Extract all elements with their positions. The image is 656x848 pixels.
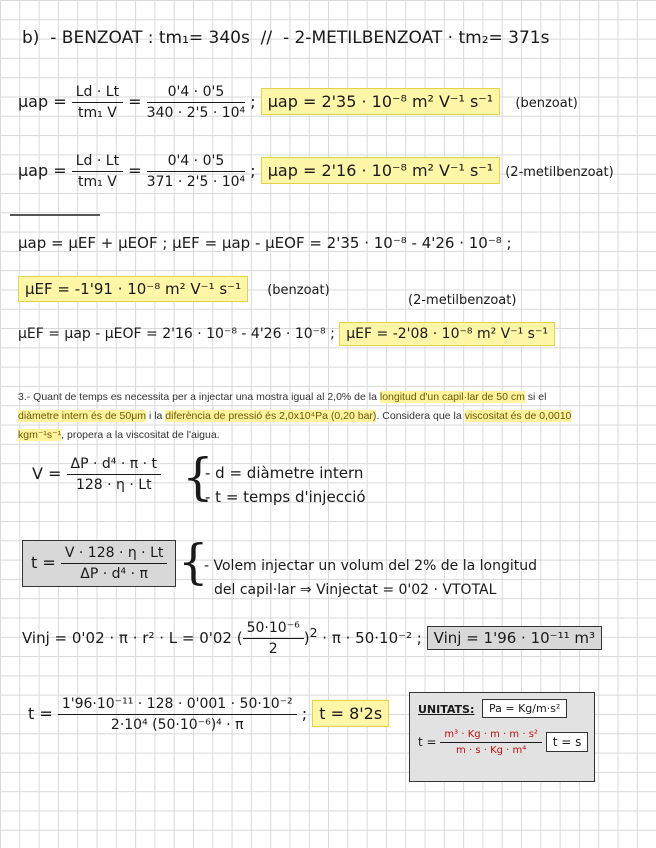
semicolon: ; [301, 704, 308, 723]
separator: // [260, 28, 273, 48]
compound-tag-2: (2-metilbenzoat) [408, 293, 517, 308]
mobility-eq-benzoat [18, 84, 578, 121]
numerator: 1'96·10⁻¹¹ · 128 · 0'001 · 50·10⁻² [58, 696, 297, 715]
ef-mobility-benzoat [18, 280, 330, 298]
denominator: tm₁ V [78, 105, 117, 121]
poiseuille-volume-formula [32, 456, 161, 493]
note-capillary: del capil·lar ⇒ Vinjectat = 0'02 · VTOTAL [214, 582, 497, 598]
q-highlight: longitud d'un capil·lar de 50 cm [379, 391, 525, 403]
units-result: t = s [546, 732, 589, 752]
units-label: UNITATS: [418, 703, 475, 716]
compound-tag: (benzoat) [267, 283, 330, 298]
denominator: 128 · η · Lt [75, 477, 152, 493]
result-highlight: μEF = -1'91 · 10⁻⁸ m² V⁻¹ s⁻¹ [18, 276, 248, 302]
numerator: V · 128 · η · Lt [61, 545, 168, 564]
fraction-values [147, 153, 246, 190]
units-equation [418, 729, 588, 756]
denominator: 371 · 2'5 · 10⁴ [146, 174, 246, 190]
units-box [409, 692, 595, 782]
result-highlight: μap = 2'16 · 10⁻⁸ m² V⁻¹ s⁻¹ [261, 157, 500, 184]
note-volume: - Volem injectar un volum del 2% de la longitud [204, 558, 538, 574]
vinj-calculation: Vinj = 0'02 · π · r² · L = 0'02 ( $\frac{\text{50·10⁻⁶}}{2}$ )$^2$ · π · 50·10⁻² ; Vinj = 1'96 · 10⁻¹¹ m³ [22, 620, 602, 657]
compound-tag: (2-metilbenzoat) [505, 165, 614, 180]
semicolon: ; [250, 161, 256, 180]
q-text: 3.- Quant de temps es necessita per a injectar una mostra igual al 2,0% de la [18, 391, 380, 403]
denominator: 2 [268, 641, 278, 657]
eq-lhs: t = [28, 704, 53, 723]
fraction [72, 84, 123, 121]
denominator: tm₁ V [78, 174, 117, 190]
result-highlight: μEF = -2'08 · 10⁻⁸ m² V⁻¹ s⁻¹ [339, 322, 555, 346]
numerator: Ld · Lt [72, 153, 123, 172]
note-d: - d = diàmetre intern [205, 464, 364, 482]
brace: { [178, 534, 209, 590]
eq-text: μEF = μap - μEOF = 2'16 · 10⁻⁸ - 4'26 · 10⁻⁸ ; [18, 326, 335, 342]
q-text: , propera a la viscositat de l'aigua. [61, 429, 220, 441]
pa-definition: Pa = Kg/m·s² [482, 699, 567, 718]
denominator: 2·10⁴ (50·10⁻⁶)⁴ · π [110, 717, 244, 733]
q-text: . Considera que la [376, 410, 465, 422]
q-highlight: viscositat és de 0,0010 kgm⁻¹s⁻¹ [18, 410, 572, 441]
metilbenzoat-time: - 2-METILBENZOAT · tm₂= 371s [282, 28, 550, 48]
denominator: 340 · 2'5 · 10⁴ [146, 105, 246, 121]
denominator: ΔP · d⁴ · π [80, 566, 148, 582]
fraction-values [147, 84, 246, 121]
vinj-result: Vinj = 1'96 · 10⁻¹¹ m³ [427, 626, 602, 650]
eq-text: Vinj = 0'02 · π · r² · L = 0'02 [22, 629, 232, 647]
fraction [61, 545, 168, 582]
eq-lhs: μap = [18, 92, 67, 111]
q-highlight: diàmetre intern és de 50μm [18, 410, 147, 422]
denominator: m · s · Kg · m⁴ [456, 745, 527, 756]
numerator: 0'4 · 0'5 [147, 153, 246, 172]
benzoat-time: - BENZOAT : tm₁= 340s [50, 28, 250, 48]
numerator: 50·10⁻⁶ [243, 620, 304, 639]
fraction [72, 153, 123, 190]
eq-lhs: t = [418, 735, 437, 749]
q-highlight: diferència de pressió és 2,0x10⁴Pa (0,20 bar) [165, 410, 377, 422]
brace: { [182, 448, 214, 506]
t-formula-box [22, 540, 176, 587]
compound-tag: (benzoat) [515, 96, 578, 111]
eq-text: · π · 50·10⁻² ; [322, 629, 422, 647]
result-highlight: μap = 2'35 · 10⁻⁸ m² V⁻¹ s⁻¹ [261, 88, 500, 115]
mobility-relation: μap = μEF + μEOF ; μEF = μap - μEOF = 2'35 · 10⁻⁸ - 4'26 · 10⁻⁸ ; [18, 234, 512, 252]
part-label: b) [22, 28, 40, 48]
t-calculation [28, 696, 389, 733]
mobility-eq-metilbenzoat [18, 153, 614, 190]
semicolon: ; [250, 92, 256, 111]
q-text: si el [524, 391, 547, 403]
fraction [67, 456, 162, 493]
eq-lhs: μap = [18, 161, 67, 180]
numerator: 0'4 · 0'5 [147, 84, 246, 103]
t-result: t = 8'2s [312, 700, 389, 727]
question-3 [18, 388, 583, 445]
note-t: - t = temps d'injecció [205, 488, 366, 506]
fraction [440, 729, 542, 756]
equals: = [128, 161, 142, 180]
numerator: Ld · Lt [72, 84, 123, 103]
numerator: ΔP · d⁴ · π · t [67, 456, 162, 475]
fraction [58, 696, 297, 733]
ef-mobility-metilbenzoat [18, 326, 555, 342]
eq-lhs: t = [31, 553, 56, 572]
exponent: 2 [309, 625, 318, 640]
divider-line [10, 214, 100, 216]
numerator: m³ · Kg · m · m · s² [440, 729, 542, 743]
q-text: i la [146, 410, 166, 422]
eq-lhs: V = [32, 464, 62, 483]
line-benzoat-times [22, 28, 549, 48]
equals: = [128, 92, 142, 111]
fraction [243, 620, 304, 657]
